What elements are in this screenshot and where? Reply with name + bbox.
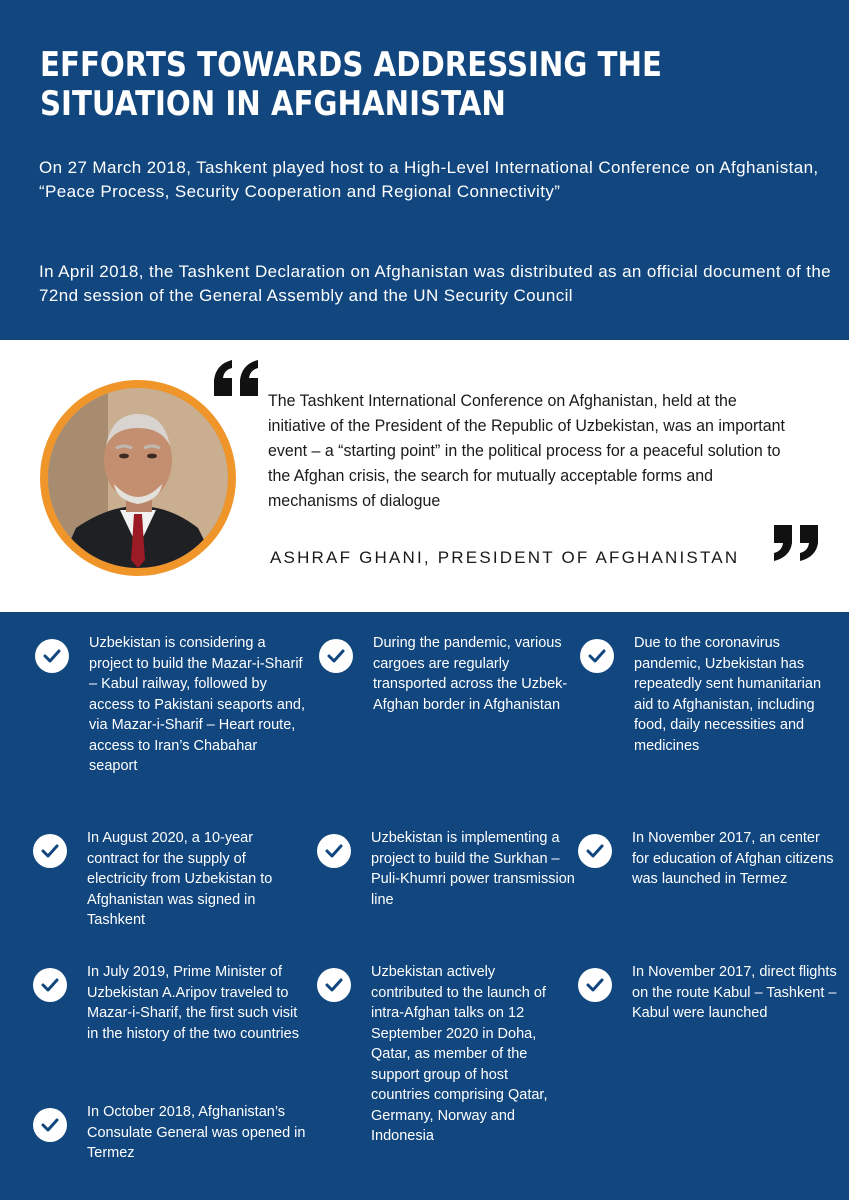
list-item-text: In November 2017, an center for education of Afghan citizens was launched in Termez <box>632 830 834 887</box>
check-icon <box>35 639 69 673</box>
list-item-text: In November 2017, direct flights on the route Kabul – Tashkent – Kabul were launched <box>632 964 837 1021</box>
intro-paragraph-conference: On 27 March 2018, Tashkent played host to a High-Level International Conference on Afghanistan, “Peace Process, Security Cooperation and Regional Connectivity” <box>39 158 819 201</box>
efforts-list <box>0 612 849 1200</box>
check-icon <box>319 639 353 673</box>
check-icon <box>33 968 67 1002</box>
quote-author: ASHRAF GHANI, PRESIDENT OF AFGHANISTAN <box>270 548 740 567</box>
portrait-illustration <box>48 388 228 568</box>
check-icon <box>33 1108 67 1142</box>
list-item-text: Uzbekistan is implementing a project to build the Surkhan – Puli-Khumri power transmission line <box>371 830 575 908</box>
page-title: EFFORTS TOWARDS ADDRESSING THE SITUATION IN AFGHANISTAN <box>40 45 662 124</box>
list-item-text: During the pandemic, various cargoes are regularly transported across the Uzbek-Afghan border in Afghanistan <box>373 635 568 713</box>
quote-section <box>0 340 849 612</box>
check-icon <box>580 639 614 673</box>
list-item-text: In August 2020, a 10-year contract for the supply of electricity from Uzbekistan to Afghanistan was signed in Tashkent <box>87 830 273 928</box>
check-icon <box>317 968 351 1002</box>
list-item-text: Uzbekistan is considering a project to build the Mazar-i-Sharif – Kabul railway, followed by access to Pakistani seaports and, via Mazar-i-Sharif – Heart route, access to Iran’s Chabahar seaport <box>89 635 306 774</box>
list-item-text: Uzbekistan actively contributed to the launch of intra-Afghan talks on 12 September 2020 in Doha, Qatar, as member of the support group of host countries comprising Qatar, Germany, Norway and Indonesia <box>371 964 548 1144</box>
check-icon <box>578 834 612 868</box>
quote-text: The Tashkent International Conference on Afghanistan, held at the initiative of the President of the Republic of Uzbekistan, was an important event – a “starting point” in the political process for a peaceful solution to the Afghan crisis, the search for mutually acceptable forms and mechanisms of dialogue <box>268 391 785 510</box>
check-icon <box>317 834 351 868</box>
open-quote-icon <box>210 358 262 398</box>
header-banner <box>0 0 849 340</box>
check-icon <box>33 834 67 868</box>
intro-paragraph-declaration: In April 2018, the Tashkent Declaration on Afghanistan was distributed as an official document of the 72nd session of the General Assembly and the UN Security Council <box>39 262 832 305</box>
close-quote-icon <box>770 523 822 563</box>
speaker-portrait <box>40 380 236 576</box>
check-icon <box>578 968 612 1002</box>
list-item-text: Due to the coronavirus pandemic, Uzbekistan has repeatedly sent humanitarian aid to Afghanistan, including food, daily necessities and medicines <box>634 635 822 754</box>
list-item-text: In July 2019, Prime Minister of Uzbekistan A.Aripov traveled to Mazar-i-Sharif, the first such visit in the history of the two countries <box>87 964 299 1042</box>
list-item-text: In October 2018, Afghanistan’s Consulate General was opened in Termez <box>87 1104 306 1161</box>
